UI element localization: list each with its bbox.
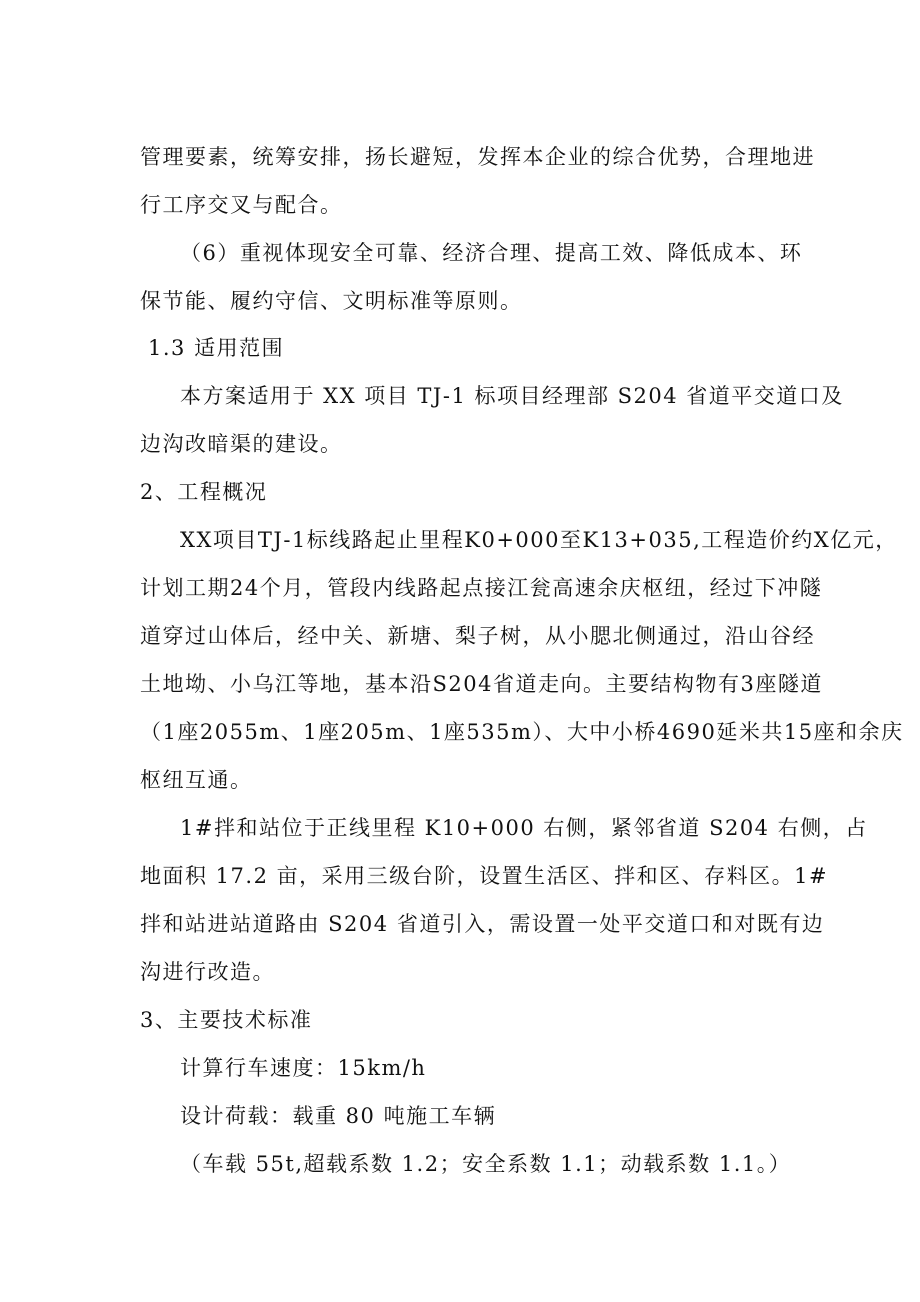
paragraph-line: （1座2055m、1座205m、1座535m）、大中小桥4690延米共15座和余庆	[140, 720, 904, 744]
paragraph-line: 枢纽互通。	[140, 768, 253, 792]
paragraph-line: 计划工期24个月，管段内线路起点接江瓮高速余庆枢纽，经过下冲隧	[140, 576, 823, 600]
paragraph-line: （6）重视体现安全可靠、经济合理、提高工效、降低成本、环	[180, 241, 803, 265]
paragraph-line: 土地坳、小乌江等地，基本沿S204省道走向。主要结构物有3座隧道	[140, 672, 823, 696]
paragraph-line: 1#拌和站位于正线里程 K10+000 右侧，紧邻省道 S204 右侧，占	[180, 816, 868, 840]
paragraph-line: （车载 55t,超载系数 1.2；安全系数 1.1；动载系数 1.1。）	[180, 1152, 792, 1176]
paragraph-line: 道穿过山体后，经中关、新塘、梨子树，从小腮北侧通过，沿山谷经	[140, 624, 815, 648]
section-heading: 3、主要技术标准	[140, 1008, 313, 1032]
paragraph-line: 保节能、履约守信、文明标准等原则。	[140, 289, 523, 313]
paragraph-line: 本方案适用于 XX 项目 TJ-1 标项目经理部 S204 省道平交道口及	[180, 384, 844, 408]
paragraph-line: 计算行车速度：15km/h	[180, 1056, 427, 1080]
section-heading: 1.3 适用范围	[148, 336, 285, 360]
paragraph-line: 行工序交叉与配合。	[140, 193, 343, 217]
paragraph-line: 边沟改暗渠的建设。	[140, 432, 343, 456]
paragraph-line: XX项目TJ-1标线路起止里程K0+000至K13+035,工程造价约X亿元，	[180, 528, 898, 552]
paragraph-line: 沟进行改造。	[140, 960, 275, 984]
paragraph-line: 拌和站进站道路由 S204 省道引入，需设置一处平交道口和对既有边	[140, 912, 825, 936]
paragraph-line: 设计荷载：载重 80 吨施工车辆	[180, 1104, 497, 1128]
section-heading: 2、工程概况	[140, 480, 268, 504]
paragraph-line: 管理要素，统筹安排，扬长避短，发挥本企业的综合优势，合理地进	[140, 145, 815, 169]
paragraph-line: 地面积 17.2 亩，采用三级台阶，设置生活区、拌和区、存料区。1#	[140, 864, 829, 888]
